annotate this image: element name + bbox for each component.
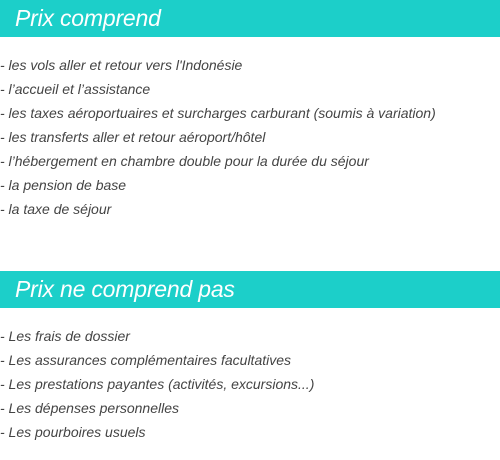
list-item: - les vols aller et retour vers l'Indonésie xyxy=(0,57,243,73)
list-item: - la pension de base xyxy=(0,177,127,193)
section-header-included xyxy=(0,0,500,37)
list-item: - les transferts aller et retour aéroport/hôtel xyxy=(0,129,266,145)
list-item: - les taxes aéroportuaires et surcharges carburant (soumis à variation) xyxy=(0,105,436,121)
section-header-not-included xyxy=(0,271,500,308)
included-list xyxy=(0,53,436,221)
not-included-list xyxy=(0,324,314,444)
list-item: - la taxe de séjour xyxy=(0,201,112,217)
list-item: - l’hébergement en chambre double pour la durée du séjour xyxy=(0,153,369,169)
list-item: - Les pourboires usuels xyxy=(0,424,146,440)
list-item: - Les dépenses personnelles xyxy=(0,400,180,416)
section-title-not-included: Prix ne comprend pas xyxy=(15,276,235,302)
list-item: - Les frais de dossier xyxy=(0,328,130,344)
list-item: - l’accueil et l’assistance xyxy=(0,81,151,97)
section-title-included: Prix comprend xyxy=(15,5,161,31)
list-item: - Les prestations payantes (activités, excursions...) xyxy=(0,376,315,392)
list-item: - Les assurances complémentaires facultatives xyxy=(0,352,292,368)
